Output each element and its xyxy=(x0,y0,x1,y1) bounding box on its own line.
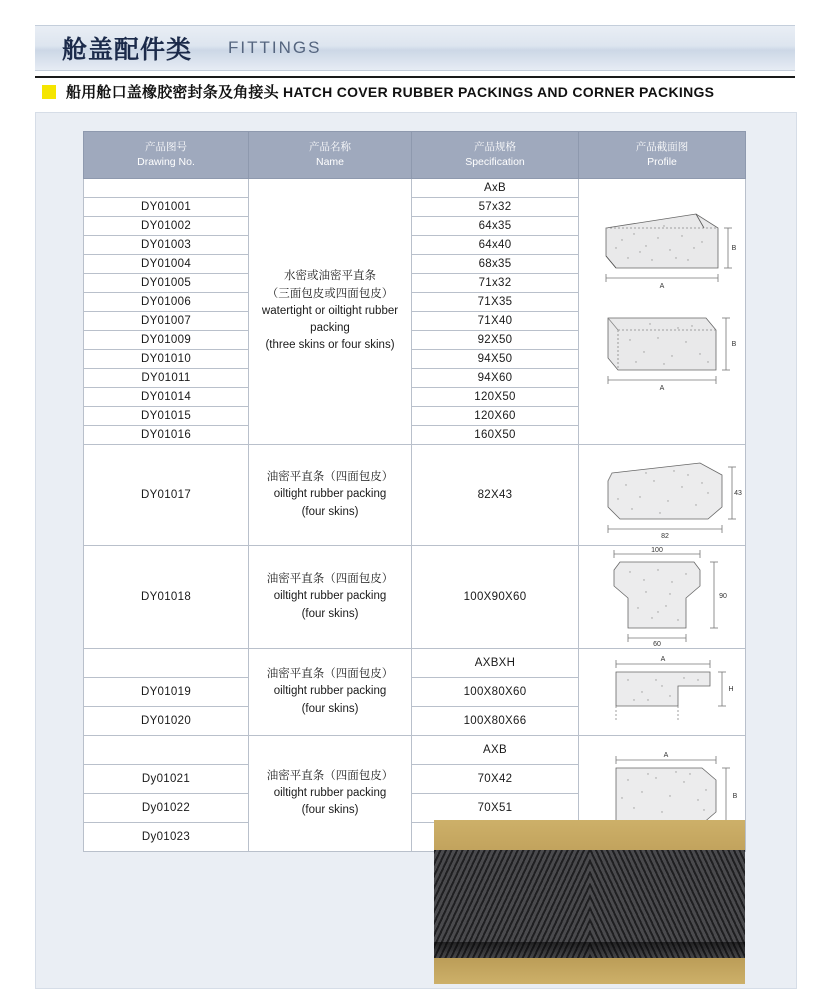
svg-text:B: B xyxy=(732,792,738,800)
bullet-marker-icon xyxy=(42,85,56,99)
table-row xyxy=(84,179,746,198)
header-divider xyxy=(35,76,795,78)
cell-profile-drawing-1 xyxy=(579,179,746,445)
page-title-en: FITTINGS xyxy=(228,38,322,57)
svg-text:H: H xyxy=(728,686,734,693)
cell-product-name: 油密平直条（四面包皮） oiltight rubber packing (four skins) xyxy=(249,546,412,649)
svg-text:60: 60 xyxy=(653,641,661,648)
cell-product-name: 油密平直条（四面包皮） oiltight rubber packing (four skins) xyxy=(249,736,412,852)
cell-drawing-no: DY01007 xyxy=(84,312,249,331)
section-subtitle-zh: 船用舱口盖橡胶密封条及角接头 xyxy=(66,84,279,101)
cell-specification: 120X60 xyxy=(412,407,579,426)
col-header-name: 产品名称 Name xyxy=(249,132,412,179)
cell-drawing-no: DY01003 xyxy=(84,236,249,255)
cell-drawing-no: DY01014 xyxy=(84,388,249,407)
cell-specification: 100X80X60 xyxy=(412,678,579,707)
svg-text:B: B xyxy=(731,245,737,252)
cell-profile-drawing-3 xyxy=(579,546,746,649)
cell-drawing-no: DY01011 xyxy=(84,369,249,388)
photo-background-top xyxy=(434,820,745,850)
cell-specification: 71x32 xyxy=(412,274,579,293)
cell-specification: 94X60 xyxy=(412,369,579,388)
table-header-row xyxy=(84,132,746,179)
cell-specification: AXB xyxy=(412,736,579,765)
cell-drawing-no: DY01009 xyxy=(84,331,249,350)
cell-specification: 160X50 xyxy=(412,426,579,445)
cell-drawing-no: DY01010 xyxy=(84,350,249,369)
cell-specification: 64x40 xyxy=(412,236,579,255)
product-photo xyxy=(434,820,745,984)
cell-drawing-no: DY01005 xyxy=(84,274,249,293)
cell-specification: 57x32 xyxy=(412,198,579,217)
svg-text:A: A xyxy=(660,656,666,663)
cell-drawing-no: DY01004 xyxy=(84,255,249,274)
svg-text:82: 82 xyxy=(661,533,669,540)
cell-specification: 92X50 xyxy=(412,331,579,350)
cell-drawing-no: DY01020 xyxy=(84,707,249,736)
svg-text:43: 43 xyxy=(734,490,742,497)
cell-drawing-no xyxy=(84,736,249,765)
col-header-specification: 产品规格 Specification xyxy=(412,132,579,179)
cell-specification: 70X42 xyxy=(412,765,579,794)
profile-diagram-octagon-bar xyxy=(582,445,742,545)
cell-drawing-no: DY01019 xyxy=(84,678,249,707)
section-subtitle xyxy=(66,81,714,102)
cell-specification: 71X40 xyxy=(412,312,579,331)
cell-profile-drawing-2 xyxy=(579,445,746,546)
cell-drawing-no: DY01015 xyxy=(84,407,249,426)
profile-diagram-step-section xyxy=(582,650,742,734)
cell-specification: 70X51 xyxy=(412,794,579,823)
cell-product-name: 油密平直条（四面包皮） oiltight rubber packing (four skins) xyxy=(249,445,412,546)
cell-drawing-no: Dy01022 xyxy=(84,794,249,823)
table-row xyxy=(84,445,746,546)
cell-drawing-no: Dy01021 xyxy=(84,765,249,794)
table-row xyxy=(84,649,746,678)
cell-drawing-no: DY01016 xyxy=(84,426,249,445)
cell-drawing-no xyxy=(84,649,249,678)
col-header-drawing-no: 产品图号 Drawing No. xyxy=(84,132,249,179)
cell-product-name: 油密平直条（四面包皮） oiltight rubber packing (four skins) xyxy=(249,649,412,736)
cell-profile-drawing-4 xyxy=(579,649,746,736)
profile-diagram-t-section xyxy=(582,546,742,648)
cell-product-name: 水密或油密平直条 （三面包皮或四面包皮） watertight or oiltight rubber packing (three skins or four skins) xyxy=(249,179,412,445)
cell-drawing-no: DY01018 xyxy=(84,546,249,649)
svg-text:100: 100 xyxy=(651,547,663,554)
section-subtitle-en: HATCH COVER RUBBER PACKINGS AND CORNER PACKINGS xyxy=(283,84,715,100)
svg-text:A: A xyxy=(663,751,669,759)
col-header-profile: 产品截面图 Profile xyxy=(579,132,746,179)
cell-specification: 100X80X66 xyxy=(412,707,579,736)
cell-drawing-no xyxy=(84,179,249,198)
cell-specification: 82X43 xyxy=(412,445,579,546)
cell-specification: AXBXH xyxy=(412,649,579,678)
svg-text:B: B xyxy=(731,341,737,348)
cell-specification: 100X90X60 xyxy=(412,546,579,649)
cell-specification: 120X50 xyxy=(412,388,579,407)
cell-drawing-no: DY01001 xyxy=(84,198,249,217)
cell-specification: 64x35 xyxy=(412,217,579,236)
svg-text:90: 90 xyxy=(719,593,727,600)
cell-specification: 71X35 xyxy=(412,293,579,312)
svg-text:A: A xyxy=(659,283,665,290)
profile-diagram-flat-bar xyxy=(582,190,742,433)
cell-specification: 94X50 xyxy=(412,350,579,369)
cell-drawing-no: DY01006 xyxy=(84,293,249,312)
cell-drawing-no: DY01002 xyxy=(84,217,249,236)
cell-drawing-no: Dy01023 xyxy=(84,823,249,852)
product-table xyxy=(83,131,746,852)
page-title-zh: 舱盖配件类 xyxy=(62,36,193,64)
photo-background-bottom xyxy=(434,958,745,984)
cell-specification: AxB xyxy=(412,179,579,198)
cell-drawing-no: DY01017 xyxy=(84,445,249,546)
svg-text:A: A xyxy=(659,385,665,392)
table-row xyxy=(84,736,746,765)
cell-specification: 68x35 xyxy=(412,255,579,274)
table-row xyxy=(84,546,746,649)
